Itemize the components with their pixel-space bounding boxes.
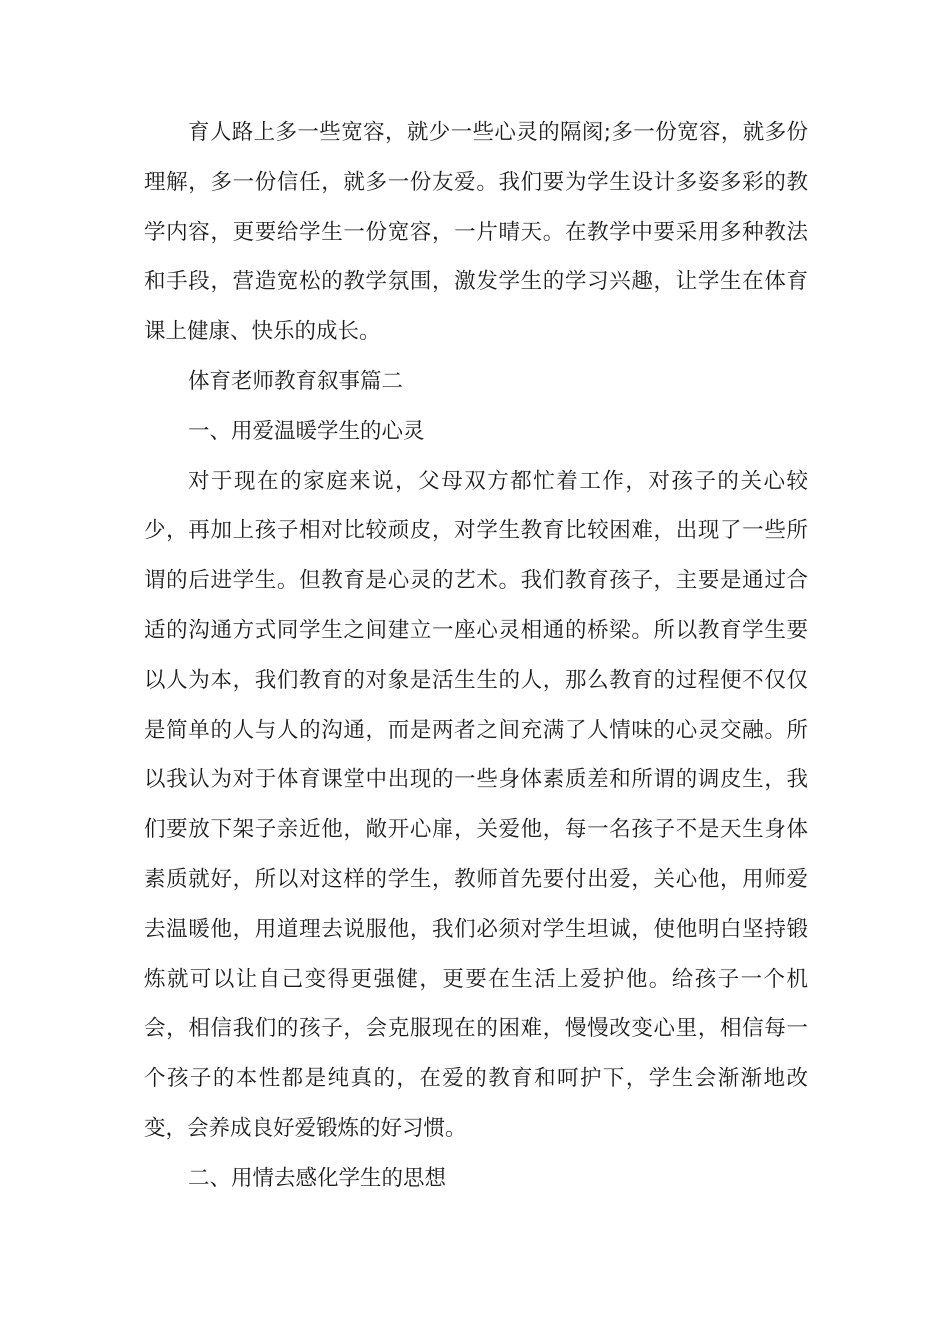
- article-title: 体育老师教育叙事篇二: [188, 368, 404, 394]
- paragraph-love: 对于现在的家庭来说，父母双方都忙着工作，对孩子的关心较少，再加上孩子相对比较顽皮，对学生教育比较困难，出现了一些所谓的后进学生。但教育是心灵的艺术。我们教育孩子，主要是通过合适的沟通方式同学生之间建立一座心灵相通的桥梁。所以教育学生要以人为本，我们教育的对象是活生生的人，那么教育的过程便不仅仅是简单的人与人的沟通，而是两者之间充满了人情味的心灵交融。所以我认为对于体育课堂中出现的一些身体素质差和所谓的调皮生，我们要放下架子亲近他，敞开心扉，关爱他，每一名孩子不是天生身体素质就好，所以对这样的学生，教师首先要付出爱，关心他，用师爱去温暖他，用道理去说服他，我们必须对学生坦诚，使他明白坚持锻炼就可以让自己变得更强健，更要在生活上爱护他。给孩子一个机会，相信我们的孩子，会克服现在的困难，慢慢改变心里，相信每一个孩子的本性都是纯真的，在爱的教育和呵护下，学生会渐渐地改变，会养成良好爱锻炼的好习惯。: [144, 468, 808, 1141]
- section-heading-1: 一、用爱温暖学生的心灵: [188, 418, 425, 444]
- document-body: [144, 108, 808, 1204]
- paragraph-tolerance: 育人路上多一些宽容，就少一些心灵的隔阂;多一份宽容，就多份理解，多一份信任，就多一份友爱。我们要为学生设计多姿多彩的教学内容，更要给学生一份宽容，一片晴天。在教学中要采用多种教法和手段，营造宽松的教学氛围，激发学生的学习兴趣，让学生在体育课上健康、快乐的成长。: [144, 120, 808, 345]
- section-heading-2: 二、用情去感化学生的思想: [188, 1165, 447, 1191]
